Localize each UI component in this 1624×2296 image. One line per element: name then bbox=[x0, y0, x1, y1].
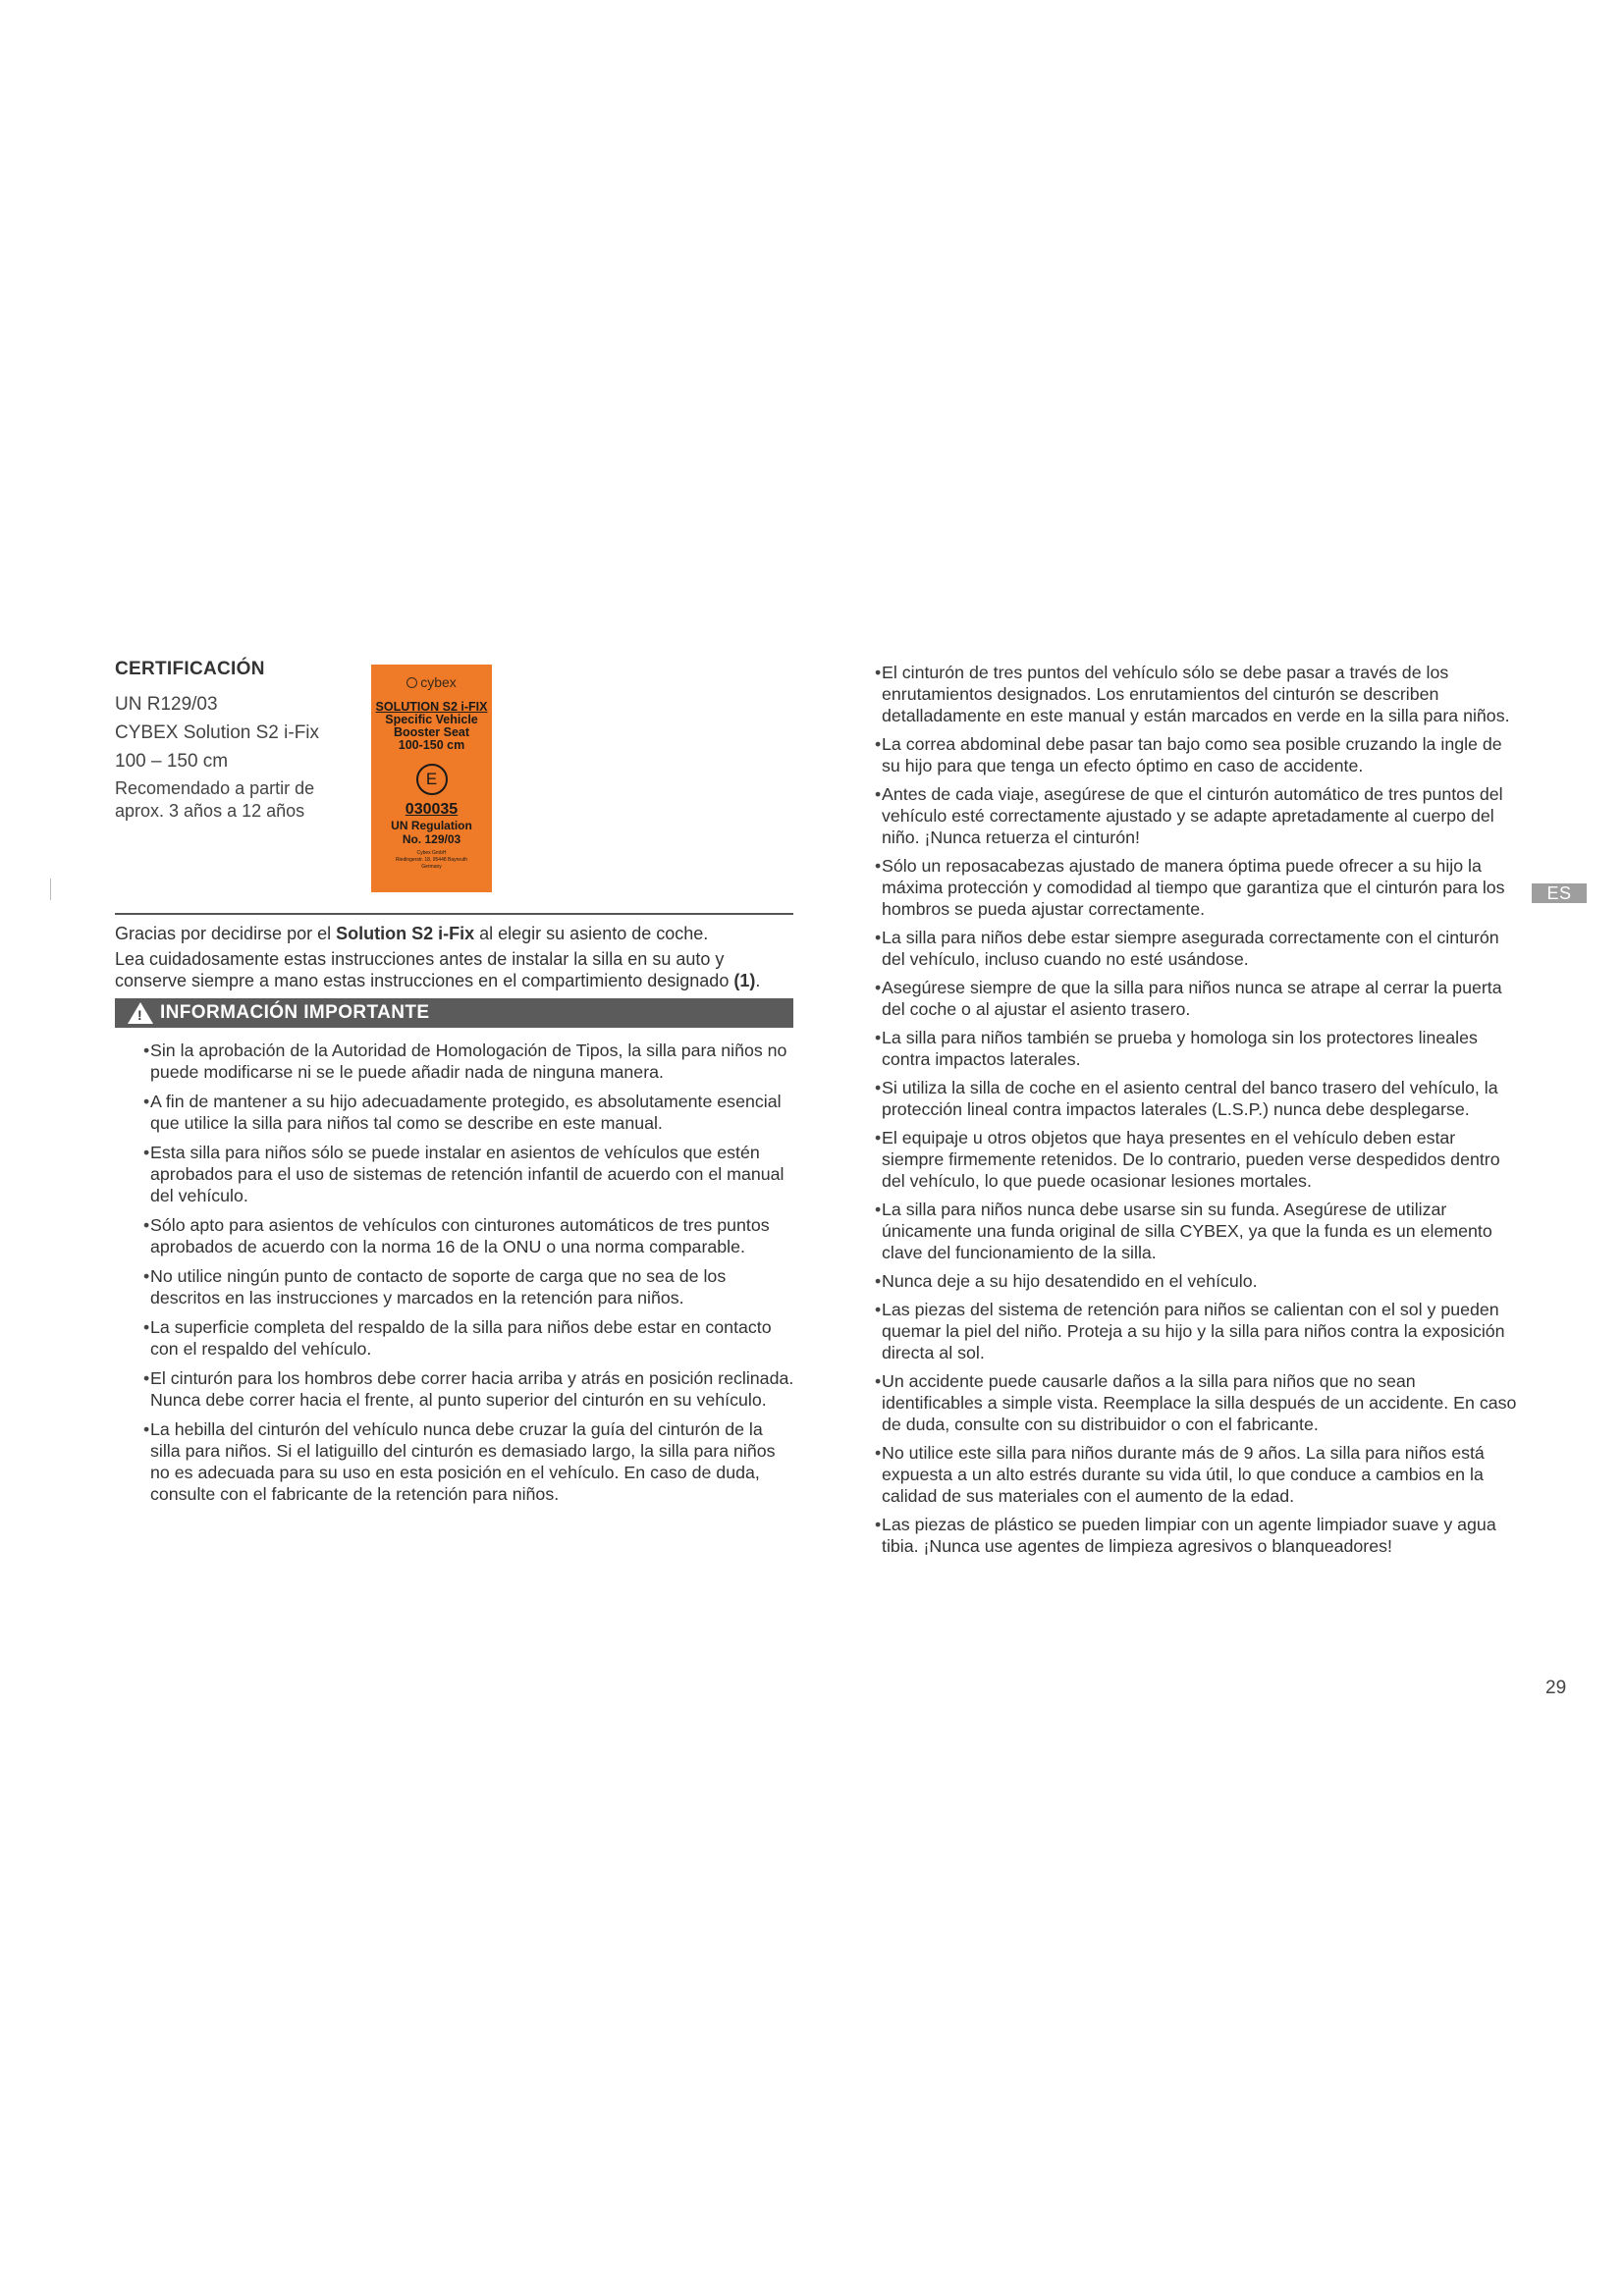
list-item: • La silla para niños también se prueba y homologa sin los protectores lineales contra impactos laterales. bbox=[882, 1027, 1520, 1070]
important-info-banner bbox=[115, 998, 793, 1028]
important-info-title: INFORMACIÓN IMPORTANTE bbox=[160, 1002, 430, 1023]
list-item: • No utilice ningún punto de contacto de soporte de carga que no sea de los descritos en las instrucciones y marcados en la retención para niños. bbox=[150, 1265, 794, 1308]
left-column bbox=[115, 648, 794, 1513]
list-item: • Sólo apto para asientos de vehículos con cinturones automáticos de tres puntos aprobados de acuerdo con la norma 16 de la ONU o una norma comparable. bbox=[150, 1214, 794, 1257]
certification-standard: UN R129/03 bbox=[115, 694, 218, 715]
section-divider bbox=[115, 913, 793, 915]
list-item: • Asegúrese siempre de que la silla para niños nunca se atrape al cerrar la puerta del coche o al ajustar el asiento trasero. bbox=[882, 977, 1520, 1020]
list-item: • Las piezas del sistema de retención para niños se calientan con el sol y pueden quemar la piel del niño. Proteja a su hijo y la silla para niños contra la exposición directa al sol. bbox=[882, 1299, 1520, 1363]
list-item: • El cinturón para los hombros debe correr hacia arriba y atrás en posición reclinada. Nunca debe correr hacia el frente, al punto superior del cinturón en su vehículo. bbox=[150, 1367, 794, 1411]
list-item: • Las piezas de plástico se pueden limpiar con un agente limpiador suave y agua tibia. ¡Nunca use agentes de limpieza agresivos o blanqueadores! bbox=[882, 1514, 1520, 1557]
approval-label-brand-text: cybex bbox=[420, 674, 457, 690]
approval-label-type-1: Specific Vehicle bbox=[385, 713, 478, 726]
language-tab: ES bbox=[1532, 883, 1587, 903]
approval-label-number: 030035 bbox=[405, 801, 459, 818]
list-item: • Esta silla para niños sólo se puede instalar en asientos de vehículos que estén aprobados para el uso de sistemas de retención infantil de acuerdo con el manual del vehículo. bbox=[150, 1142, 794, 1206]
list-item: • Sin la aprobación de la Autoridad de Homologación de Tipos, la silla para niños no puede modificarse ni se le puede añadir nada de ninguna manera. bbox=[150, 1040, 794, 1083]
page-number: 29 bbox=[1545, 1678, 1567, 1698]
intro-p1-end: al elegir su asiento de coche. bbox=[474, 924, 709, 943]
warning-icon: ! bbox=[128, 1002, 153, 1024]
margin-mark bbox=[50, 879, 51, 900]
list-item: • Si utiliza la silla de coche en el asiento central del banco trasero del vehículo, la protección lineal contra impactos laterales (L.S.P.) nunca debe desplegarse. bbox=[882, 1077, 1520, 1120]
list-item: • La silla para niños debe estar siempre asegurada correctamente con el cinturón del vehículo, incluso cuando no esté usándose. bbox=[882, 927, 1520, 970]
approval-label-country: Germany bbox=[421, 864, 442, 870]
intro-paragraph-2 bbox=[115, 948, 794, 991]
list-item: • La correa abdominal debe pasar tan bajo como sea posible cruzando la ingle de su hijo para que tenga un efecto óptimo en caso de accidente. bbox=[882, 733, 1520, 776]
approval-label-product: SOLUTION S2 i-FIX bbox=[375, 700, 488, 714]
important-list-left bbox=[150, 1040, 794, 1505]
approval-label-height: 100-150 cm bbox=[398, 738, 465, 752]
approval-label-regulation-2: No. 129/03 bbox=[402, 832, 461, 846]
approval-label-address: Riedingerstr. 18, 95448 Bayreuth bbox=[395, 857, 468, 863]
list-item: • El cinturón de tres puntos del vehículo sólo se debe pasar a través de los enrutamientos designados. Los enrutamientos del cinturón se describen detalladamente en este manual y están marcados en verde en la silla para niños. bbox=[882, 662, 1520, 726]
intro-p1-text: Gracias por decidirse por el bbox=[115, 924, 337, 943]
list-item: • Sólo un reposacabezas ajustado de manera óptima puede ofrecer a su hijo la máxima protección y comodidad al tiempo que garantiza que el cinturón para los hombros se pueda ajustar correctamente. bbox=[882, 855, 1520, 920]
approval-label-type-2: Booster Seat bbox=[393, 725, 470, 739]
intro-text bbox=[115, 923, 794, 991]
certification-recommended-1: Recomendado a partir de bbox=[115, 778, 315, 798]
approval-label-regulation-1: UN Regulation bbox=[391, 819, 472, 832]
approval-label-manufacturer: Cybex GmbH bbox=[416, 850, 447, 856]
intro-p2-text: Lea cuidadosamente estas instrucciones antes de instalar la silla en su auto y conserve siempre a mano estas instrucciones en el compartimiento designado bbox=[115, 949, 734, 990]
certification-heading: CERTIFICACIÓN bbox=[115, 659, 265, 679]
list-item: • Un accidente puede causarle daños a la silla para niños que no sean identificables a simple vista. Reemplace la silla después de un accidente. En caso de duda, consulte con su distribuidor o con el fabricante. bbox=[882, 1370, 1520, 1435]
approval-label-brand bbox=[371, 674, 492, 690]
list-item: • Nunca deje a su hijo desatendido en el vehículo. bbox=[882, 1270, 1520, 1292]
e-mark-icon: E bbox=[416, 764, 448, 795]
list-item: • La silla para niños nunca debe usarse sin su funda. Asegúrese de utilizar únicamente una funda original de silla CYBEX, ya que la funda es un elemento clave del funcionamiento de la silla. bbox=[882, 1199, 1520, 1263]
list-item: • A fin de mantener a su hijo adecuadamente protegido, es absolutamente esencial que utilice la silla para niños tal como se describe en este manual. bbox=[150, 1091, 794, 1134]
list-item: • La hebilla del cinturón del vehículo nunca debe cruzar la guía del cinturón de la silla para niños. Si el latiguillo del cinturón es demasiado largo, la silla para niños no es adecuada para su uso en esta posición en el vehículo. En caso de duda, consulte con el fabricante de la retención para niños. bbox=[150, 1418, 794, 1505]
intro-p1-product: Solution S2 i-Fix bbox=[336, 924, 475, 943]
important-list-right bbox=[882, 662, 1520, 1557]
list-item: • El equipaje u otros objetos que haya presentes en el vehículo deben estar siempre firmemente retenidos. De lo contrario, pueden verse despedidos dentro del vehículo, lo que puede ocasionar lesiones mortales. bbox=[882, 1127, 1520, 1192]
certification-height-range: 100 – 150 cm bbox=[115, 751, 229, 772]
certification-block bbox=[115, 648, 794, 893]
intro-paragraph-1 bbox=[115, 923, 794, 944]
right-column bbox=[882, 662, 1520, 1564]
intro-p2-end: . bbox=[755, 971, 761, 990]
intro-p2-ref: (1) bbox=[733, 971, 756, 990]
cybex-logo-icon bbox=[406, 677, 417, 688]
list-item: • Antes de cada viaje, asegúrese de que el cinturón automático de tres puntos del vehículo esté correctamente ajustado y se adapte apretadamente al cuerpo del niño. ¡Nunca retuerza el cinturón! bbox=[882, 783, 1520, 848]
certification-text bbox=[115, 648, 370, 823]
list-item: • No utilice este silla para niños durante más de 9 años. La silla para niños está expuesta a un alto estrés durante su vida útil, lo que conduce a cambios en la calidad de sus materiales con el aumento de la edad. bbox=[882, 1442, 1520, 1507]
certification-product: CYBEX Solution S2 i-Fix bbox=[115, 722, 320, 743]
certification-recommended-2: aprox. 3 años a 12 años bbox=[115, 801, 305, 821]
approval-label bbox=[371, 665, 492, 892]
list-item: • La superficie completa del respaldo de la silla para niños debe estar en contacto con el respaldo del vehículo. bbox=[150, 1316, 794, 1360]
